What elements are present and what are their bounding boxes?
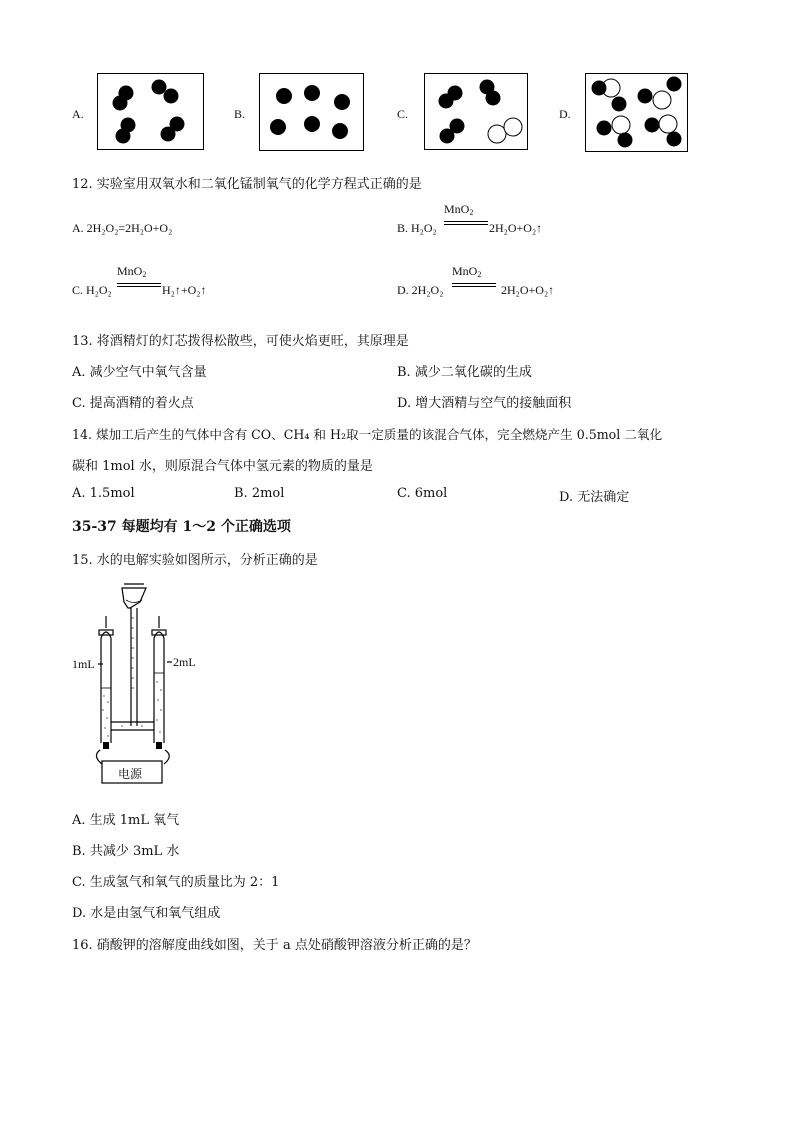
- q12-option-a: [72, 221, 172, 236]
- q14-option-b: B. 2mol: [234, 486, 285, 501]
- q12-option-d-product: 2H₂O+O₂↑: [501, 283, 555, 297]
- q12-option-d-reactant: 2H₂O₂: [411, 283, 444, 297]
- q11-diagram-a: [97, 73, 204, 150]
- q11-option-c-label: C.: [397, 107, 409, 121]
- q12-option-c-product: H₂↑+O₂↑: [162, 283, 207, 297]
- q15-option-b: B. 共减少 3mL 水: [72, 844, 180, 859]
- q14-option-c: C. 6mol: [397, 486, 448, 501]
- molecule-diagram-d: [586, 74, 689, 153]
- left-tube-volume-label: 1mL: [72, 657, 95, 671]
- q12-option-b-label: B.: [397, 221, 409, 235]
- q12-option-d: [397, 283, 443, 298]
- q13-stem: 13. 将酒精灯的灯芯拨得松散些，可使火焰更旺，其原理是: [72, 334, 409, 349]
- q12-option-c: [72, 283, 112, 298]
- q13-option-c: C. 提高酒精的着火点: [72, 396, 194, 411]
- section-heading: 35-37 每题均有 1～2 个正确选项: [72, 519, 291, 535]
- q15-stem: 15. 水的电解实验如图所示，分析正确的是: [72, 553, 318, 568]
- q14-option-d: D. 无法确定: [559, 490, 630, 505]
- q15-option-c: C. 生成氢气和氧气的质量比为 2：1: [72, 875, 280, 890]
- q14-option-a: A. 1.5mol: [72, 486, 135, 501]
- q13-option-a: A. 减少空气中氧气含量: [72, 365, 207, 380]
- q12-option-c-label: C.: [72, 283, 84, 297]
- q14-stem-line-2: 碳和 1mol 水，则原混合气体中氢元素的物质的量是: [72, 459, 373, 474]
- q12-option-a-equation: 2H₂O₂=2H₂O+O₂: [86, 221, 173, 235]
- power-source-label: 电源: [118, 767, 143, 781]
- q12-option-b-equals-sign: [444, 221, 488, 225]
- q16-stem: 16. 硝酸钾的溶解度曲线如图，关于 a 点处硝酸钾溶液分析正确的是？: [72, 938, 477, 953]
- right-tube-volume-label: 2mL: [173, 655, 196, 669]
- q12-option-d-label: D.: [397, 283, 409, 297]
- q13-option-d: D. 增大酒精与空气的接触面积: [397, 396, 572, 411]
- electrolysis-apparatus: [72, 578, 212, 788]
- molecule-diagram-b: [260, 74, 365, 152]
- q11-diagram-c: [424, 73, 528, 150]
- q12-option-b: [397, 221, 437, 236]
- q12-stem: 12. 实验室用双氧水和二氧化锰制氧气的化学方程式正确的是: [72, 177, 422, 192]
- q12-option-b-condition: [444, 202, 488, 230]
- molecule-diagram-c: [425, 74, 529, 151]
- q11-option-b-label: B.: [234, 107, 246, 121]
- electrolysis-apparatus-drawing: [72, 578, 212, 788]
- q12-option-c-catalyst: MnO$_2$: [117, 264, 147, 279]
- q11-diagram-b: [259, 73, 364, 151]
- q12-option-d-equals-sign: [452, 283, 496, 287]
- q12-option-b-reactant: H₂O₂: [411, 221, 437, 235]
- q12-option-c-condition: [117, 264, 161, 292]
- q12-option-d-catalyst: MnO$_2$: [452, 264, 482, 279]
- q12-option-b-product: 2H₂O+O₂↑: [489, 221, 543, 235]
- q11-option-a-label: A.: [72, 107, 84, 121]
- q12-option-c-equals-sign: [117, 283, 161, 287]
- q12-option-c-reactant: H₂O₂: [86, 283, 112, 297]
- molecule-diagram-a: [98, 74, 205, 151]
- q12-option-d-condition: [452, 264, 496, 292]
- q12-option-b-catalyst: MnO$_2$: [444, 202, 474, 217]
- q12-option-a-label: A.: [72, 221, 84, 235]
- q15-option-a: A. 生成 1mL 氧气: [72, 813, 180, 828]
- q11-option-d-label: D.: [559, 107, 571, 121]
- q13-option-b: B. 减少二氧化碳的生成: [397, 365, 532, 380]
- q11-diagram-d: [585, 73, 688, 152]
- q14-stem-line-1: 14. 煤加工后产生的气体中含有 CO、CH₄ 和 H₂取一定质量的该混合气体，完全燃烧产生 0.5mol 二氧化: [72, 427, 663, 442]
- q15-option-d: D. 水是由氢气和氧气组成: [72, 906, 221, 921]
